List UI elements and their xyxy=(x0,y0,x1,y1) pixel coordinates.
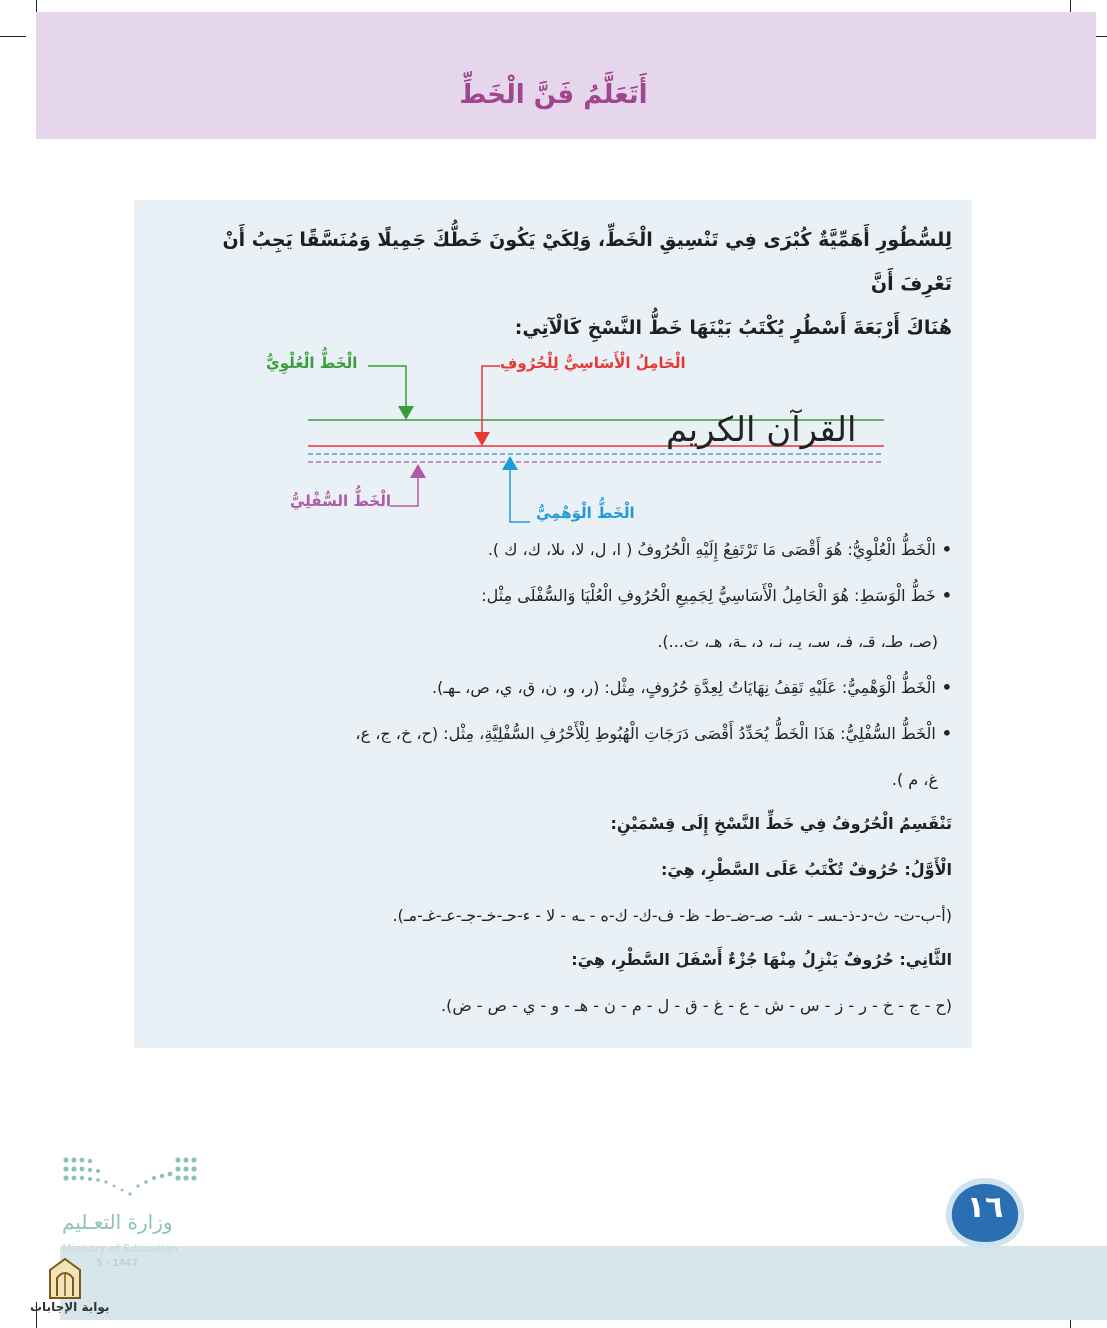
definition-virtual xyxy=(432,678,952,697)
bullet: • xyxy=(941,540,952,559)
division-second-letters: (ح - ج - خ - ر - ز - س - ش - ع - غ - ق - ل - م - ن - هـ - و - ي - ص - ض). xyxy=(441,996,952,1015)
base-line-label: الْحَامِلُ الْأَسَاسِيُّ لِلْحُرُوفِ xyxy=(500,354,686,372)
edition-year: 5 - 1447 xyxy=(96,1258,138,1269)
bullet: • xyxy=(941,724,952,743)
division-second-label: الثَّانِي: حُرُوفٌ يَنْزِلُ مِنْهَا جُزْءٌ أَسْفَلَ السَّطْرِ، هِيَ: xyxy=(571,950,952,969)
baseline-diagram xyxy=(266,340,894,540)
base-arrow xyxy=(482,366,500,438)
definition-middle xyxy=(481,586,952,605)
division-first-letters: (أ-ب-ت- ث-د-ذ-ـسـ - شـ- صـ-ضـ-ط- ظ- ف-ك- ك-ه - ـه - لا - ء-حـ-خـ-جـ-عـ-غـ-مـ). xyxy=(392,906,952,925)
virtual-arrowhead xyxy=(502,456,518,470)
watermark-text: بوابة الإجابات xyxy=(30,1300,110,1314)
definition-text: الْخَطُّ الْوَهْمِيُّ: عَلَيْهِ تَقِفُ نِهَايَاتُ لِعِدَّةِ حُرُوفٍ، مِثْل: (ر، و، ن، ق، ي، ص، ـهـ). xyxy=(432,678,936,697)
base-arrowhead xyxy=(474,432,490,446)
definition-text: (صـ، طـ، قـ، فـ، سـ، يـ، نـ، د، ـة، هـ، ت...). xyxy=(657,632,938,651)
bullet: • xyxy=(941,678,952,697)
upper-line-label: الْخَطُّ الْعُلْوِيُّ xyxy=(266,354,358,372)
definition-lower xyxy=(355,724,952,743)
definition-lower-continued xyxy=(892,770,938,789)
watermark-logo-icon xyxy=(42,1256,88,1302)
definition-text: خَطُّ الْوَسَطِ: هُوَ الْحَامِلُ الْأَسَاسِيُّ لِجَمِيعِ الْحُرُوفِ الْعُلْيَا وَالسُّفْلَى مِثْل: xyxy=(481,586,936,605)
lower-arrowhead xyxy=(410,464,426,478)
crop-mark xyxy=(0,36,26,37)
definition-upper xyxy=(488,540,952,559)
footer-band xyxy=(60,1246,1107,1320)
ministry-name-english: Ministry of Education xyxy=(62,1242,179,1255)
division-heading: تَنْقَسِمُ الْحُرُوفُ فِي خَطِّ النَّسْخِ إِلَى قِسْمَيْنِ: xyxy=(610,814,952,833)
definition-text: الْخَطُّ السُّفْلِيُّ: هَذَا الْخَطُّ يُحَدِّدُ أَقْصَى دَرَجَاتِ الْهُبُوطِ لِلْأَحْرُفِ السُّفْلِيَّةِ، مِثْل: (ح، خ، ج، ع، xyxy=(355,724,936,743)
definition-text: غ، م ). xyxy=(891,770,938,789)
sample-word: القرآن الكريم xyxy=(666,410,857,450)
upper-arrow xyxy=(368,366,406,412)
header-band xyxy=(36,12,1096,139)
intro-paragraph xyxy=(172,218,952,350)
division-first-label: الْأَوَّلُ: حُرُوفٌ تُكْتَبُ عَلَى السَّطْرِ، هِيَ: xyxy=(661,860,952,879)
ministry-name-arabic: وزارة التعـليم xyxy=(62,1210,173,1234)
page-title: أَتَعَلَّمُ فَنَّ الْخَطِّ xyxy=(459,80,648,110)
page-number: ١٦ xyxy=(966,1190,1004,1225)
definition-middle-examples xyxy=(657,632,938,651)
intro-line: هُنَاكَ أَرْبَعَةَ أَسْطُرٍ يُكْتَبُ بَيْنَهَا خَطُّ النَّسْخِ كَالْآتِي: xyxy=(514,317,952,339)
intro-line: لِلسُّطُورِ أَهَمِّيَّةٌ كُبْرَى فِي تَنْسِيقِ الْخَطِّ، وَلِكَيْ يَكُونَ خَطُّكَ جَمِيلًا وَمُنَسَّقًا يَجِبُ أَنْ تَعْرِفَ أَنَّ xyxy=(222,229,952,295)
content-panel xyxy=(134,200,972,1048)
bullet: • xyxy=(941,586,952,605)
virtual-line-label: الْخَطُّ الْوَهْمِيُّ xyxy=(536,504,635,522)
virtual-arrow xyxy=(510,464,530,522)
lower-line-label: الْخَطُّ السُّفْلِيُّ xyxy=(290,492,392,510)
definition-text: الْخَطُّ الْعُلْوِيُّ: هُوَ أَقْصَى مَا تَرْتَفِعُ إِلَيْهِ الْحُرُوفُ ( ا، ل، لا، ىلا، ك، ك ). xyxy=(487,540,936,559)
ministry-logo-icon xyxy=(62,1156,197,1198)
upper-arrowhead xyxy=(398,406,414,420)
